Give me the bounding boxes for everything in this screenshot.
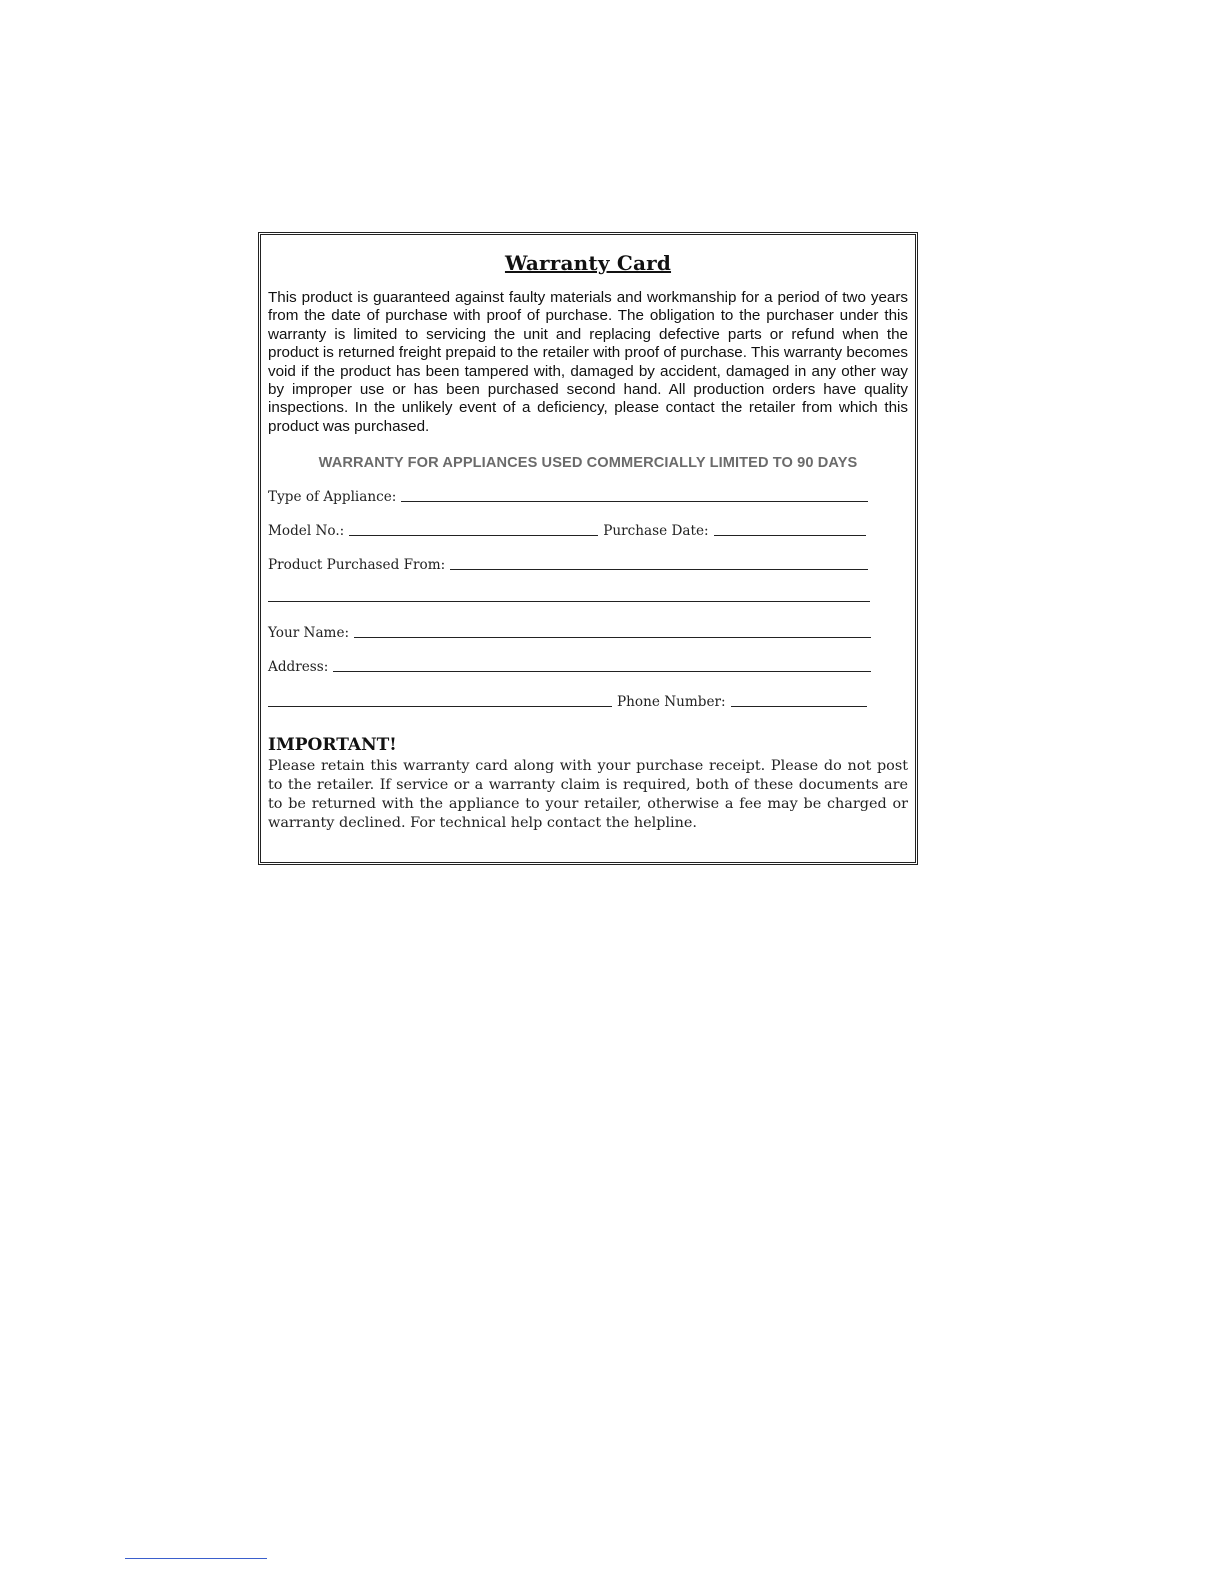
- important-heading: IMPORTANT!: [268, 735, 397, 755]
- purchase-date-field[interactable]: [714, 535, 866, 536]
- footnote-divider: [125, 1558, 267, 1559]
- purchased-from-field[interactable]: [450, 569, 868, 570]
- purchased-from-label: Product Purchased From:: [268, 557, 446, 573]
- model-no-field[interactable]: [349, 535, 598, 536]
- purchased-from-row: [268, 553, 868, 573]
- your-name-row: [268, 621, 871, 641]
- address-field[interactable]: [333, 671, 871, 672]
- your-name-label: Your Name:: [268, 625, 350, 641]
- address-phone-row: [268, 690, 867, 710]
- address-row: [268, 655, 871, 675]
- purchased-from-continued-field[interactable]: [268, 601, 870, 602]
- purchase-date-label: Purchase Date:: [603, 523, 709, 539]
- phone-number-field[interactable]: [731, 706, 867, 707]
- purchased-from-continued-row: [268, 585, 870, 605]
- your-name-field[interactable]: [354, 637, 871, 638]
- commercial-use-notice: WARRANTY FOR APPLIANCES USED COMMERCIALLY LIMITED TO 90 DAYS: [318, 455, 858, 471]
- important-text: Please retain this warranty card along with your purchase receipt. Please do not post to the retailer. If service or a warranty claim is required, both of these documents are to be returned with the appliance to your retailer, otherwise a fee may be charged or warranty declined. For technical help contact the helpline.: [268, 758, 908, 831]
- warranty-terms-text: This product is guaranteed against faulty materials and workmanship for a period of two years from the date of purchase with proof of purchase. The obligation to the purchaser under this warranty is limited to servicing the unit and replacing defective parts or refund when the product is returned freight prepaid to the retailer with proof of purchase. This warranty becomes void if the product has been tampered with, damaged by accident, damaged in any other way by improper use or has been purchased second hand. All production orders have quality inspections. In the unlikely event of a deficiency, please contact the retailer from which this product was purchased.: [268, 289, 908, 435]
- phone-number-label: Phone Number:: [617, 694, 726, 710]
- type-of-appliance-label: Type of Appliance:: [268, 489, 397, 505]
- type-of-appliance-row: [268, 485, 868, 505]
- model-no-label: Model No.:: [268, 523, 345, 539]
- address-label: Address:: [268, 659, 329, 675]
- warranty-card: [258, 232, 918, 865]
- warranty-card-inner: [260, 234, 916, 863]
- card-title: Warranty Card: [504, 251, 672, 275]
- address-continued-field[interactable]: [268, 706, 612, 707]
- type-of-appliance-field[interactable]: [401, 501, 868, 502]
- model-purchase-row: [268, 519, 866, 539]
